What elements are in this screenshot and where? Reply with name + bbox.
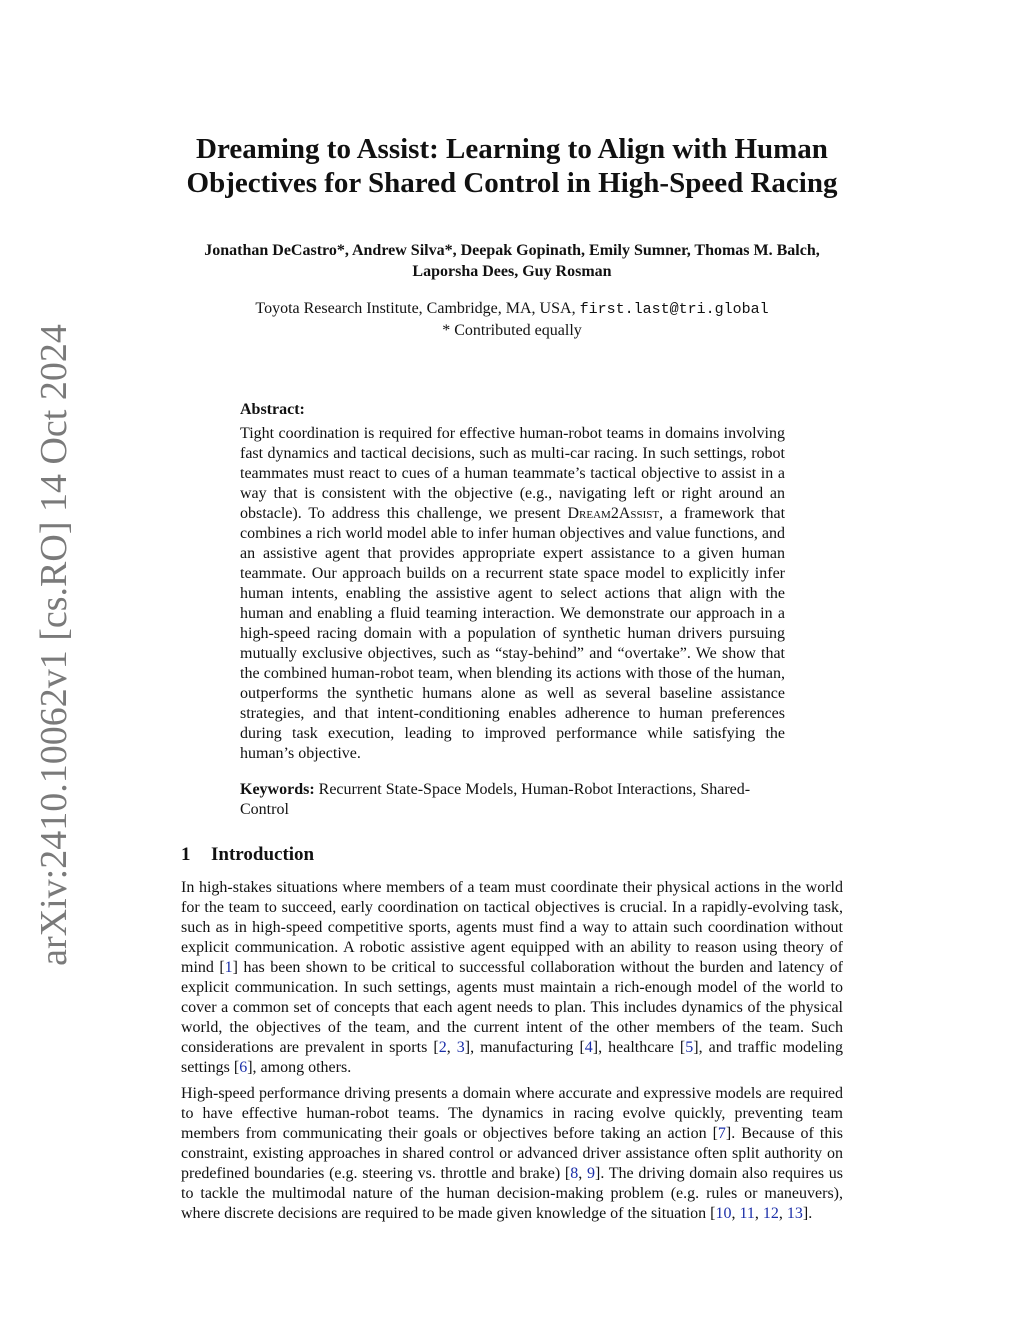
introduction-body xyxy=(181,878,843,1230)
section-heading-introduction xyxy=(181,844,314,866)
text-run: , xyxy=(731,1205,740,1222)
text-run: , xyxy=(778,1205,787,1222)
affiliation-block xyxy=(170,298,854,341)
equal-contribution-note: * Contributed equally xyxy=(442,322,582,339)
text-run: ]. Because of this constraint, existing approaches in shared control or advanced driver assistance often split authority on predefined boundaries (e.g. steering vs. throttle and brake) [ xyxy=(181,1125,843,1182)
abstract-heading: Abstract: xyxy=(240,401,305,418)
abstract-text-start: Tight coordination is required for effective human-robot teams in domains involving fast dynamics and tactical decisions, such as multi-car racing. In such settings, robot teammates must react to cues of a human teammate’s tactical objective to assist in a way that is consistent with the objective (e.g., navigating left or right around an obstacle). To address this challenge, we present xyxy=(240,425,785,522)
abstract-text-end: , a framework that combines a rich world model able to infer human objectives and value functions, and an assistive agent that provides appropriate expert assistance to a given human teammate. Our approach builds on a recurrent state space model to explicitly infer human intents, enabling the assistive agent to select actions that align with the human and enabling a fluid teaming interaction. We demonstrate our approach in a high-speed racing domain with a population of synthetic human drivers pursuing mutually exclusive objectives, such as “stay-behind” and “overtake”. We show that the combined human-robot team, when blending its actions with those of the human, outperforms the synthetic humans alone as well as several baseline assistance strategies, and that intent-conditioning enables adherence to human preferences during task execution, leading to improved performance while satisfying the human’s objective. xyxy=(240,505,786,762)
text-run: , xyxy=(578,1165,587,1182)
citation-link[interactable]: 6 xyxy=(239,1059,248,1076)
citation-link[interactable]: 5 xyxy=(685,1039,694,1056)
affiliation: Toyota Research Institute, Cambridge, MA, USA, xyxy=(255,300,576,317)
text-run: , xyxy=(754,1205,763,1222)
abstract xyxy=(240,400,785,820)
abstract-text xyxy=(240,424,785,764)
citation-link[interactable]: 11 xyxy=(739,1205,755,1222)
text-run: , xyxy=(446,1039,457,1056)
email: first.last@tri.global xyxy=(579,301,769,318)
keywords xyxy=(240,780,785,820)
arxiv-identifier: arXiv:2410.10062v1 [cs.RO] 14 Oct 2024 xyxy=(33,324,75,966)
citation-link[interactable]: 9 xyxy=(586,1165,595,1182)
system-name: Dream2Assist xyxy=(567,505,660,522)
text-run: High-speed performance driving presents a domain where accurate and expressive models are required to have effective human-robot teams. The dynamics in racing evolve quickly, preventing team members from communicating their goals or objectives before taking an action [ xyxy=(181,1085,843,1142)
keywords-list: Recurrent State-Space Models, Human-Robot Interactions, Shared-Control xyxy=(240,781,751,818)
citation-link[interactable]: 10 xyxy=(715,1205,732,1222)
section-title: Introduction xyxy=(211,844,315,865)
keywords-label: Keywords: xyxy=(240,781,315,798)
text-run: ], manufacturing [ xyxy=(464,1039,585,1056)
paper-title: Dreaming to Assist: Learning to Align with Human Objectives for Shared Control in High-Speed Racing xyxy=(186,133,838,199)
affiliation-line xyxy=(170,298,854,320)
citation-link[interactable]: 13 xyxy=(786,1205,803,1222)
text-run: In high-stakes situations where members of a team must coordinate their physical actions in the world for the team to succeed, early coordination on tactical objectives is crucial. In a rapidly-evolving task, such as in high-speed competitive sports, agents must find a way to attain such coordination without explicit communication. A robotic assistive agent equipped with an ability to reason using theory of mind [ xyxy=(181,879,843,976)
author-list xyxy=(170,240,854,282)
citation-link[interactable]: 7 xyxy=(717,1125,726,1142)
citation-link[interactable]: 8 xyxy=(570,1165,579,1182)
intro-paragraph-2 xyxy=(181,1084,843,1224)
text-run: ], and traffic modeling settings [ xyxy=(181,1039,844,1076)
text-run: ], among others. xyxy=(247,1059,352,1076)
text-run: ] has been shown to be critical to successful collaboration without the burden and latency of explicit communication. In such settings, agents must maintain a rich-enough model of the world to cover a common set of concepts that each agent needs to plan. This includes dynamics of the physical world, the objectives of the team, and the current intent of the other members of the team. Such considerations are prevalent in sports [ xyxy=(181,959,844,1056)
authors-line-2: Laporsha Dees, Guy Rosman xyxy=(412,263,612,280)
text-run: ]. The driving domain also requires us to tackle the multimodal nature of the human decision-making problem (e.g. rules or maneuvers), where discrete decisions are required to be made given knowledge of the situation [ xyxy=(181,1165,844,1222)
citation-link[interactable]: 3 xyxy=(456,1039,465,1056)
text-run: ]. xyxy=(802,1205,813,1222)
intro-paragraph-1 xyxy=(181,878,843,1078)
citation-link[interactable]: 2 xyxy=(438,1039,447,1056)
citation-link[interactable]: 1 xyxy=(224,959,233,976)
text-run: ], healthcare [ xyxy=(592,1039,686,1056)
citation-link[interactable]: 12 xyxy=(762,1205,779,1222)
section-number: 1 xyxy=(181,844,191,865)
authors-line-1: Jonathan DeCastro*, Andrew Silva*, Deepak Gopinath, Emily Sumner, Thomas M. Balch, xyxy=(204,242,820,259)
citation-link[interactable]: 4 xyxy=(584,1039,593,1056)
